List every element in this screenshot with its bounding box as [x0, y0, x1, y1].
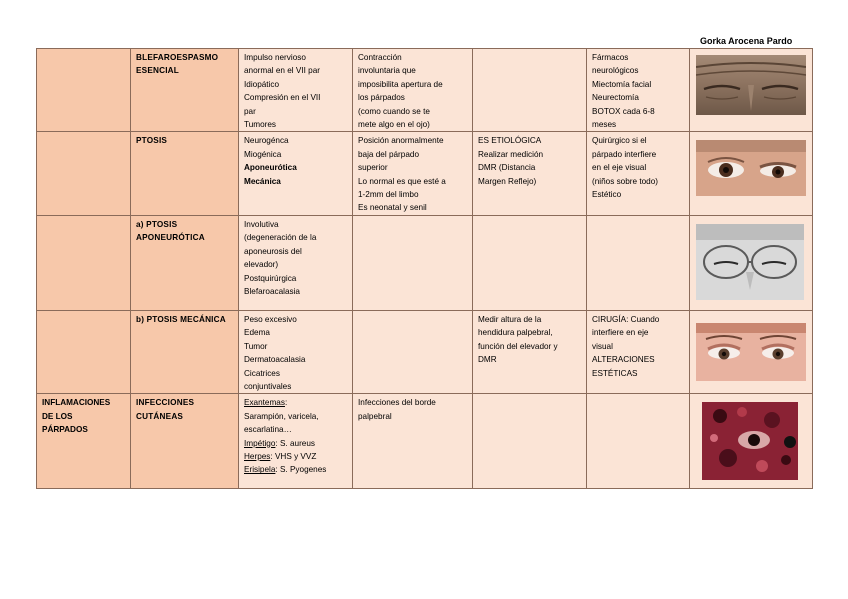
diagnosis-cell [473, 215, 587, 310]
clinic-line: involuntaria que [358, 66, 416, 76]
condition-name: BLEFAROESPASMO [136, 53, 219, 62]
etiology-line: aponeurosis del [244, 246, 302, 256]
treatment-line: Quirúrgico si el [592, 136, 647, 146]
diagnosis-line: Realizar medición [478, 149, 544, 159]
section-cell [37, 215, 131, 310]
clinic-cell [353, 215, 473, 310]
etiology-term: Herpes [244, 451, 271, 461]
section-cell [37, 394, 131, 489]
clinic-line: Es neonatal y senil [358, 203, 427, 213]
table-row [37, 215, 813, 310]
condition-name: INFECCIONES [136, 398, 195, 408]
etiology-line: Neurogénca [244, 136, 289, 146]
treatment-cell [587, 310, 690, 393]
clinic-line: (como cuando se te [358, 106, 430, 116]
condition-name: ESENCIAL [136, 66, 179, 76]
diagnosis-cell [473, 49, 587, 132]
etiology-term: Exantemas [244, 398, 285, 408]
etiology-cell [239, 49, 353, 132]
diagnosis-line: Medir altura de la [478, 314, 542, 324]
etiology-line: Idiopático [244, 79, 280, 89]
section-title: INFLAMACIONES [42, 398, 111, 408]
etiology-line: Aponeurótica [244, 163, 297, 173]
condition-name: b) PTOSIS MECÁNICA [136, 314, 226, 324]
etiology-cell [239, 394, 353, 489]
etiology-line [244, 450, 347, 463]
etiology-line: Dermatoacalasia [244, 355, 306, 365]
eyelid-pathology-table [36, 48, 813, 489]
condition-name: CUTÁNEAS [136, 411, 184, 421]
table-row [37, 49, 813, 132]
image-cell [690, 49, 813, 132]
treatment-cell [587, 132, 690, 215]
diagnosis-cell [473, 310, 587, 393]
etiology-cell [239, 310, 353, 393]
clinic-line: Contracción [358, 53, 402, 62]
etiology-line: Edema [244, 328, 270, 338]
skin-infection-eye-photo [702, 402, 798, 480]
condition-name-cell [131, 394, 239, 489]
table-row [37, 394, 813, 489]
etiology-line: par [244, 106, 256, 116]
condition-name: PTOSIS [136, 136, 168, 146]
etiology-line: Peso excesivo [244, 314, 297, 324]
diagnosis-line: DMR (Distancia [478, 163, 536, 173]
condition-name: a) PTOSIS [136, 219, 178, 229]
clinic-line: mete algo en el ojo) [358, 120, 430, 130]
treatment-line: interfiere en eje [592, 328, 649, 338]
treatment-line: visual [592, 341, 613, 351]
diagnosis-cell [473, 132, 587, 215]
etiology-line: escarlatina… [244, 425, 292, 435]
treatment-line: CIRUGÍA: Cuando [592, 314, 660, 324]
diagnosis-line: hendidura palpebral, [478, 328, 553, 338]
etiology-line [244, 396, 347, 409]
etiology-line: Postquirúrgica [244, 273, 297, 283]
clinic-line: superior [358, 163, 388, 173]
etiology-line [244, 463, 347, 476]
etiology-line [244, 437, 347, 450]
treatment-line: Fármacos [592, 53, 629, 62]
treatment-cell [587, 49, 690, 132]
etiology-line: anormal en el VII par [244, 66, 321, 76]
treatment-line: (niños sobre todo) [592, 176, 658, 186]
condition-name: APONEURÓTICA [136, 233, 205, 243]
diagnosis-line: función del elevador y [478, 341, 558, 351]
section-title: DE LOS [42, 411, 73, 421]
clinic-cell [353, 132, 473, 215]
diagnosis-line: ES ETIOLÓGICA [478, 136, 542, 146]
treatment-line: en el eje visual [592, 163, 647, 173]
clinic-line: palpebral [358, 411, 392, 421]
image-cell [690, 310, 813, 393]
table-row [37, 132, 813, 215]
etiology-line: Miogénica [244, 149, 282, 159]
etiology-cell [239, 215, 353, 310]
author-name: Gorka Arocena Pardo [700, 36, 793, 46]
etiology-cell [239, 132, 353, 215]
etiology-line: Mecánica [244, 176, 281, 186]
section-cell [37, 310, 131, 393]
clinic-line: Lo normal es que esté a [358, 176, 446, 186]
image-cell [690, 215, 813, 310]
etiology-detail: : S. aureus [275, 438, 316, 448]
treatment-line: Miectomía facial [592, 79, 652, 89]
treatment-line: neurológicos [592, 66, 639, 76]
etiology-term: Erisipela [244, 465, 276, 475]
clinic-line: imposibilita apertura de [358, 79, 443, 89]
etiology-detail: : [284, 398, 288, 408]
treatment-line: párpado interfiere [592, 149, 657, 159]
clinic-line: 1-2mm del limbo [358, 190, 419, 200]
treatment-cell [587, 215, 690, 310]
clinic-cell [353, 394, 473, 489]
section-cell [37, 49, 131, 132]
section-cell [37, 132, 131, 215]
etiology-term: Impétigo [244, 438, 276, 448]
etiology-line: Tumor [244, 341, 268, 351]
diagnosis-cell [473, 394, 587, 489]
closed-eyes-elderly-photo [696, 55, 806, 115]
etiology-line: Sarampión, varicela, [244, 411, 319, 421]
clinic-line: Posición anormalmente [358, 136, 444, 146]
etiology-line: Blefaroacalasia [244, 286, 300, 296]
condition-name-cell [131, 49, 239, 132]
clinic-line: baja del párpado [358, 149, 420, 159]
condition-name-cell [131, 310, 239, 393]
image-cell [690, 394, 813, 489]
condition-name-cell [131, 215, 239, 310]
treatment-cell [587, 394, 690, 489]
treatment-line: ALTERACIONES [592, 355, 655, 365]
treatment-line: Estético [592, 190, 622, 200]
treatment-line: Neurectomía [592, 93, 639, 103]
image-cell [690, 132, 813, 215]
etiology-line: Impulso nervioso [244, 53, 306, 62]
table-row [37, 310, 813, 393]
treatment-line: BOTOX cada 6-8 [592, 106, 655, 116]
eyelid-ptosis-woman-photo [696, 323, 806, 381]
etiology-line: (degeneración de la [244, 233, 317, 243]
diagnosis-line: DMR [478, 355, 497, 365]
condition-name-cell [131, 132, 239, 215]
clinic-cell [353, 49, 473, 132]
etiology-line: conjuntivales [244, 381, 292, 391]
clinic-cell [353, 310, 473, 393]
diagnosis-line: Margen Reflejo) [478, 176, 537, 186]
etiology-line: Involutiva [244, 219, 279, 229]
section-title: PÁRPADOS [42, 425, 88, 435]
etiology-detail: : VHS y VVZ [270, 451, 317, 461]
elderly-woman-glasses-photo [696, 224, 804, 300]
treatment-line: meses [592, 120, 617, 130]
etiology-detail: : S. Pyogenes [275, 465, 327, 475]
child-ptosis-photo [696, 140, 806, 196]
treatment-line: ESTÉTICAS [592, 368, 638, 378]
clinic-line: los párpados [358, 93, 405, 103]
etiology-line: Tumores [244, 120, 276, 130]
clinic-line: Infecciones del borde [358, 398, 436, 408]
etiology-line: elevador) [244, 260, 279, 270]
etiology-line: Compresión en el VII [244, 93, 321, 103]
etiology-line: Cicatrices [244, 368, 280, 378]
